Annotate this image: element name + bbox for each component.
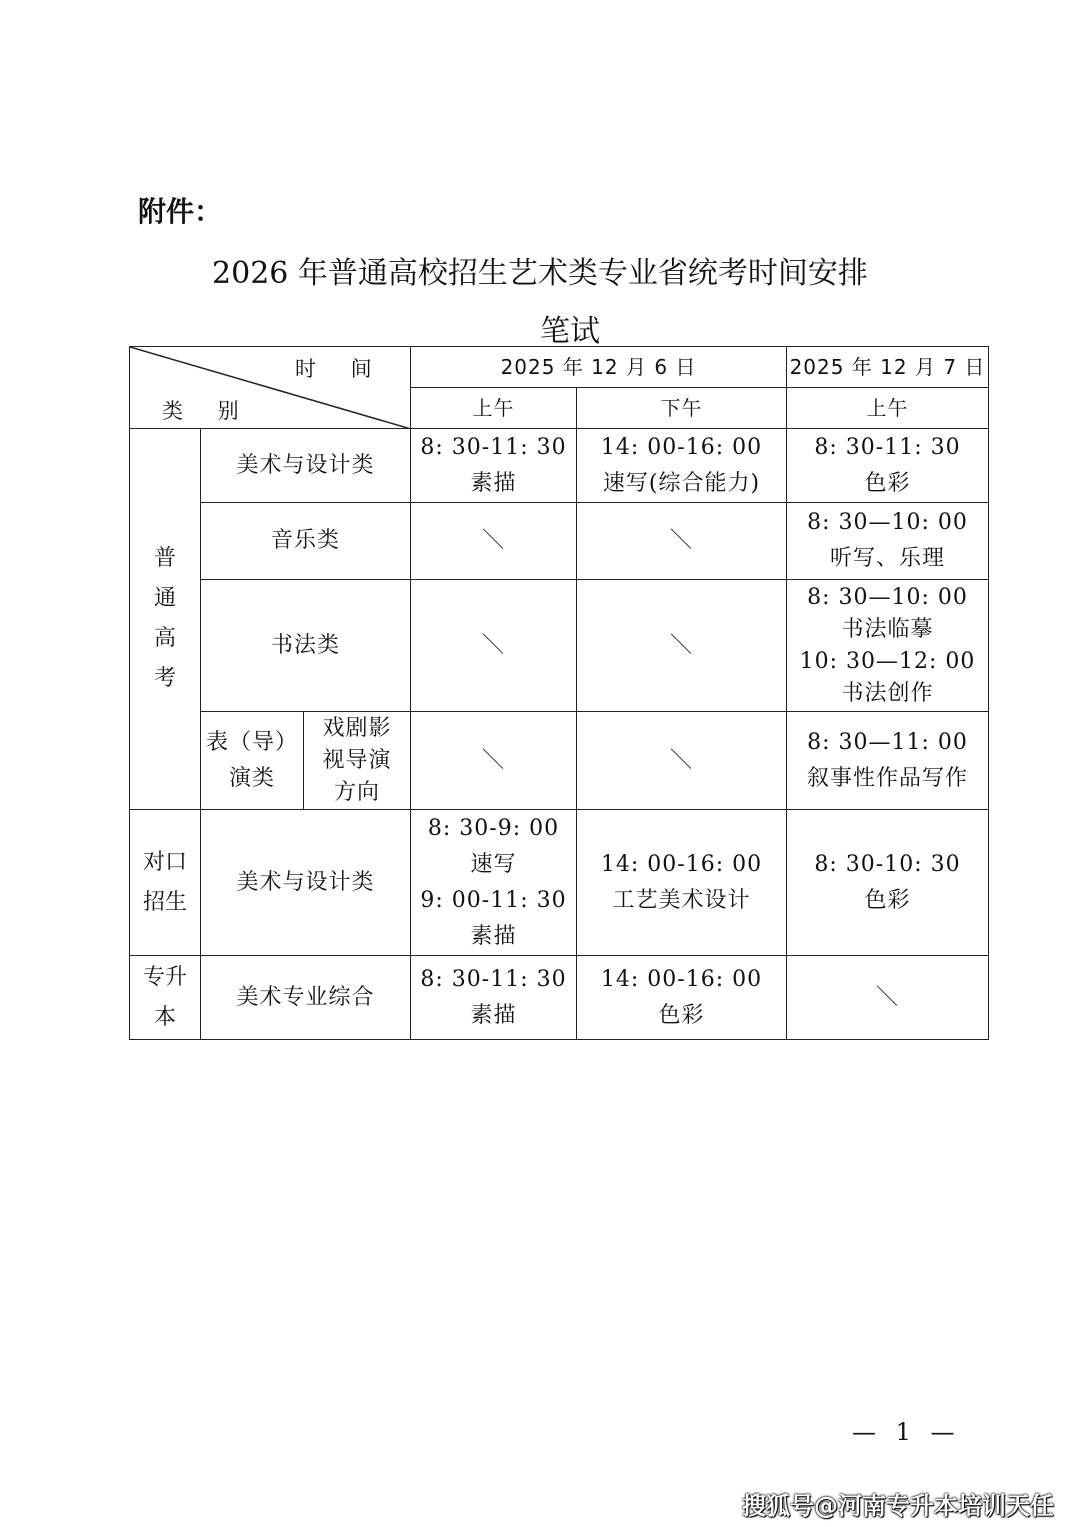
cell-performance-dec6-pm: ＼: [577, 712, 787, 810]
document-title: 2026 年普通高校招生艺术类专业省统考时间安排: [212, 256, 868, 291]
date-header-dec6: 2025 年 12 月 6 日: [411, 347, 787, 388]
cell-art-dec6-pm: 14: 00-16: 00 速写(综合能力): [577, 429, 787, 503]
schedule-table: [129, 346, 989, 1040]
cell-performance-dec7-am: 8: 30—11: 00 叙事性作品写作: [787, 712, 989, 810]
cell-calligraphy-dec6-pm: ＼: [577, 580, 787, 712]
corner-header-cell: [130, 347, 411, 429]
period-header-dec6-pm: 下午: [577, 388, 787, 429]
cell-upgrade-dec7-am: ＼: [787, 956, 989, 1040]
cell-calligraphy-dec7-am: 8: 30—10: 00 书法临摹 10: 30—12: 00 书法创作: [787, 580, 989, 712]
cell-upgrade-dec6-am: 8: 30-11: 30 素描: [411, 956, 577, 1040]
subcategory-drama-directing: 戏剧影 视导演 方向: [304, 712, 411, 810]
period-header-dec6-am: 上午: [411, 388, 577, 429]
cell-music-dec6-pm: ＼: [577, 503, 787, 580]
time-header: 时 间: [295, 357, 386, 381]
page-number: — 1 —: [852, 1418, 961, 1446]
cell-art-dec6-am: 8: 30-11: 30 素描: [411, 429, 577, 503]
cell-vocational-dec7-am: 8: 30-10: 30 色彩: [787, 810, 989, 956]
group-general: 普 通 高 考: [130, 429, 201, 810]
cell-calligraphy-dec6-am: ＼: [411, 580, 577, 712]
category-art-design: 美术与设计类: [201, 429, 411, 503]
section-title: 笔试: [540, 314, 600, 349]
category-vocational-art: 美术与设计类: [201, 810, 411, 956]
category-upgrade-art: 美术专业综合: [201, 956, 411, 1040]
category-performance: 表（导） 演类: [201, 712, 304, 810]
cell-art-dec7-am: 8: 30-11: 30 色彩: [787, 429, 989, 503]
watermark: 搜狐号@河南专升本培训天任: [742, 1492, 1054, 1520]
category-header: 类 别: [162, 399, 253, 423]
attachment-label: 附件：: [138, 195, 223, 228]
cell-performance-dec6-am: ＼: [411, 712, 577, 810]
cell-music-dec6-am: ＼: [411, 503, 577, 580]
category-calligraphy: 书法类: [201, 580, 411, 712]
cell-vocational-dec6-pm: 14: 00-16: 00 工艺美术设计: [577, 810, 787, 956]
cell-upgrade-dec6-pm: 14: 00-16: 00 色彩: [577, 956, 787, 1040]
date-header-dec7: 2025 年 12 月 7 日: [787, 347, 989, 388]
period-header-dec7-am: 上午: [787, 388, 989, 429]
group-upgrade: 专升 本: [130, 956, 201, 1040]
cell-music-dec7-am: 8: 30—10: 00 听写、乐理: [787, 503, 989, 580]
category-music: 音乐类: [201, 503, 411, 580]
group-vocational: 对口 招生: [130, 810, 201, 956]
cell-vocational-dec6-am: 8: 30-9: 00 速写 9: 00-11: 30 素描: [411, 810, 577, 956]
